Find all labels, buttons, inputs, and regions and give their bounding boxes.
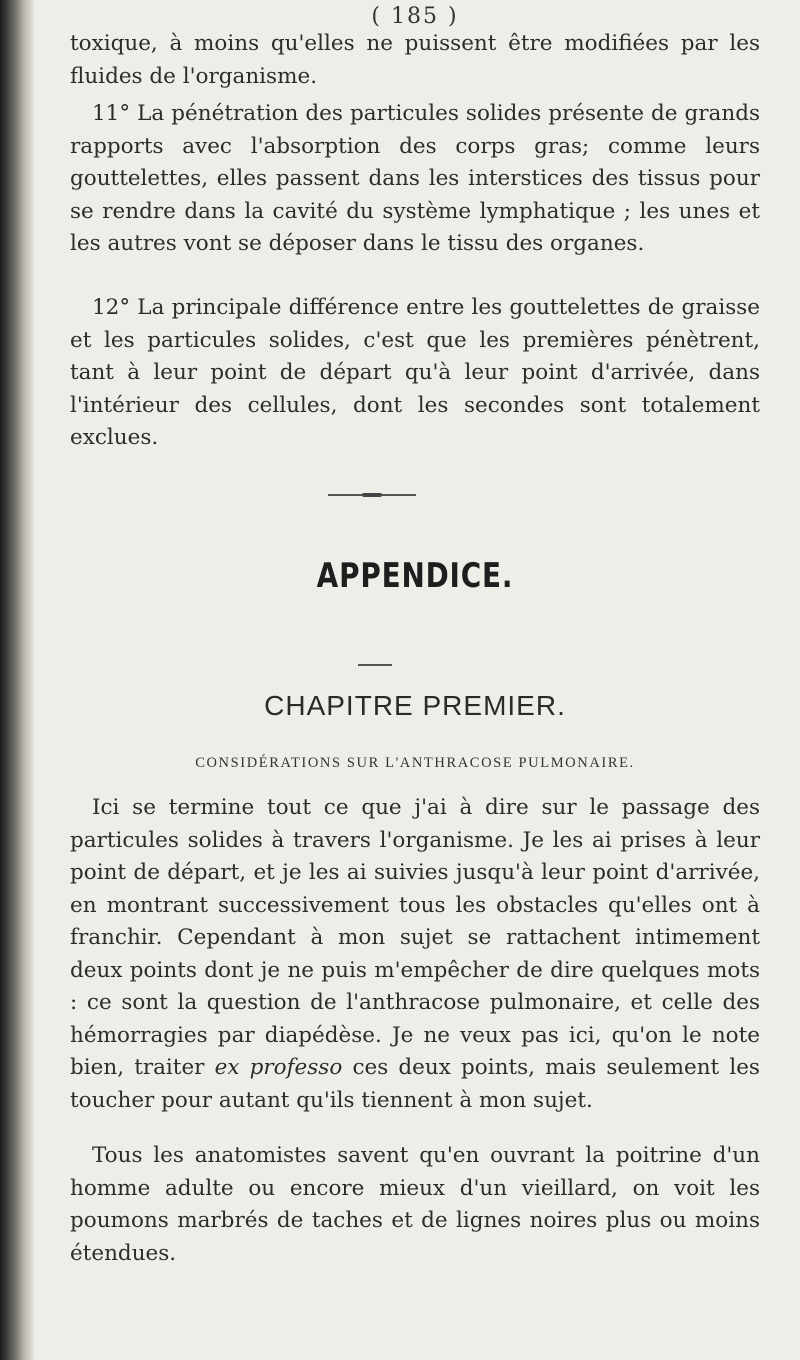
book-page [70, 0, 760, 1360]
section-divider [328, 494, 416, 496]
page-number: ( 185 ) [371, 4, 459, 29]
paragraph-continuation: toxique, à moins qu'elles ne puissent être modifiées par les fluides de l'organisme. [70, 31, 760, 89]
paragraph-intro-text: Ici se termine tout ce que j'ai à dire sur le passage des particules solides à travers l'organisme. Je les ai prises à leur point de départ, et je les ai suivies jusqu'à leur point d'arrivée, en montrant successivement tous les obstacles qu'elles ont à franchir. Cependant à mon sujet se rattachent intimement deux points dont je ne puis m'empêcher de dire quelques mots : ce sont la question de l'anthracose pulmonaire, et celle des hémorragies par diapédèse. Je ne veux pas ici, qu'on le note bien, traiter [70, 795, 760, 1080]
appendix-heading: APPENDICE. [316, 556, 514, 596]
book-binding-shadow [0, 0, 34, 1360]
paragraph-intro [70, 792, 760, 1117]
paragraph-intro-text-end: ces deux points, mais seulement les toucher pour autant qu'ils tiennent à mon sujet. [70, 1055, 760, 1113]
paragraph-point-12: 12° La principale différence entre les gouttelettes de graisse et les particules solides, c'est que les premières pénètrent, tant à leur point de départ qu'à leur point d'arrivée, dans l'intérieur des cellules, dont les secondes sont totalement exclues. [70, 295, 760, 450]
paragraph-anatomists: Tous les anatomistes savent qu'en ouvrant la poitrine d'un homme adulte ou encore mieux d'un vieillard, on voit les poumons marbrés de taches et de lignes noires plus ou moins étendues. [70, 1143, 760, 1266]
heading-rule [358, 664, 392, 666]
chapter-subtitle: CONSIDÉRATIONS SUR L'ANTHRACOSE PULMONAIRE. [195, 755, 635, 771]
paragraph-point-11: 11° La pénétration des particules solides présente de grands rapports avec l'absorption des corps gras; comme leurs gouttelettes, elles passent dans les interstices des tissus pour se rendre dans la cavité du système lymphatique ; les unes et les autres vont se déposer dans le tissu des organes. [70, 101, 760, 256]
italic-phrase: ex professo [214, 1055, 343, 1080]
chapter-heading: CHAPITRE PREMIER. [264, 690, 566, 721]
